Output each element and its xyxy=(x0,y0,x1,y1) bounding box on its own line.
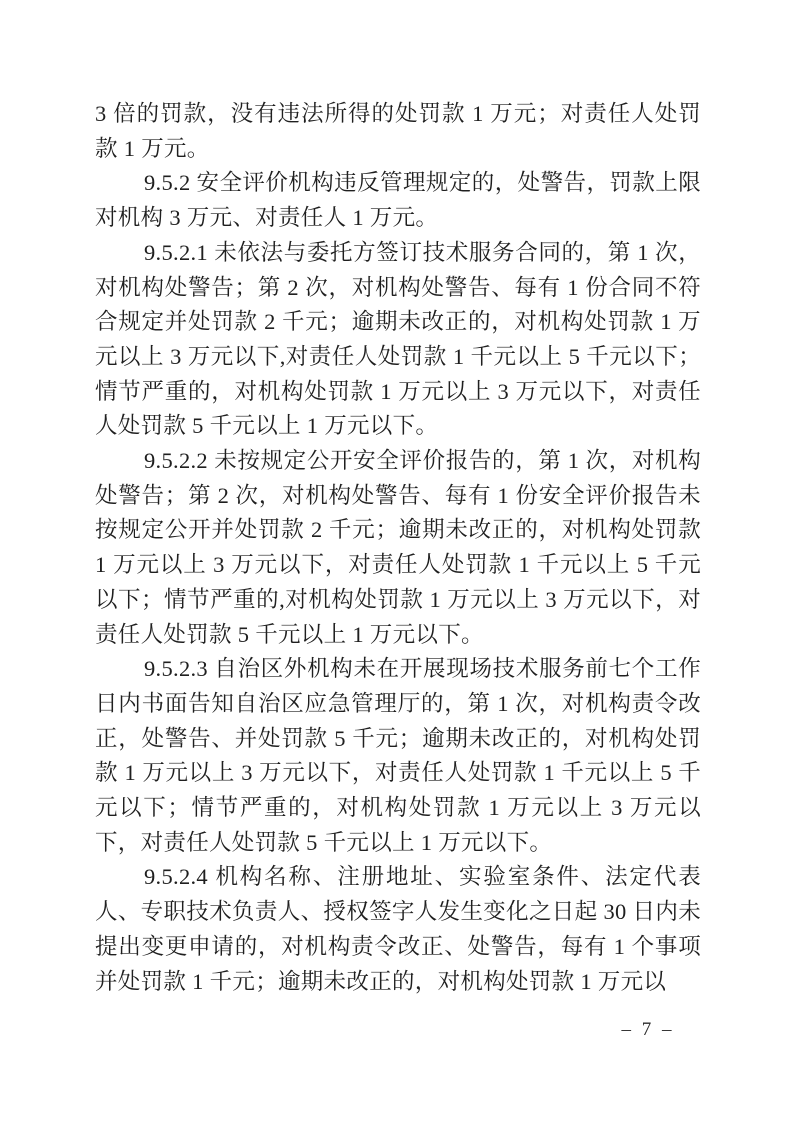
page-number: – 7 – xyxy=(621,1019,675,1040)
document-text-block xyxy=(95,97,701,999)
paragraph-9-5-2-2: 9.5.2.2 未按规定公开安全评价报告的，第 1 次，对机构处警告；第 2 次，对机构处警告、每有 1 份安全评价报告未按规定公开并处罚款 2 千元；逾期未改正的，对机构处罚款 1 万元以上 3 万元以下，对责任人处罚款 1 千元以上 5 千元以下；情节严重的,对机构处罚款 1 万元以上 3 万元以下，对责任人处罚款 5 千元以上 1 万元以下。 xyxy=(95,448,701,647)
paragraph-continuation: 3 倍的罚款，没有违法所得的处罚款 1 万元；对责任人处罚款 1 万元。 xyxy=(95,101,701,161)
paragraph-9-5-2: 9.5.2 安全评价机构违反管理规定的，处警告，罚款上限对机构 3 万元、对责任人 1 万元。 xyxy=(95,170,701,231)
paragraph-9-5-2-4: 9.5.2.4 机构名称、注册地址、实验室条件、法定代表人、专职技术负责人、授权签字人发生变化之日起 30 日内未提出变更申请的，对机构责令改正、处警告，每有 1 个事项并处罚款 1 千元；逾期未改正的，对机构处罚款 1 万元以 xyxy=(95,864,701,994)
paragraph-9-5-2-1: 9.5.2.1 未依法与委托方签订技术服务合同的，第 1 次，对机构处警告；第 2 次，对机构处警告、每有 1 份合同不符合规定并处罚款 2 千元；逾期未改正的，对机构处罚款 1 万元以上 3 万元以下,对责任人处罚款 1 千元以上 5 千元以下；情节严重的，对机构处罚款 1 万元以上 3 万元以下，对责任人处罚款 5 千元以上 1 万元以下。 xyxy=(95,239,701,439)
paragraph-9-5-2-3: 9.5.2.3 自治区外机构未在开展现场技术服务前七个工作日内书面告知自治区应急管理厅的，第 1 次，对机构责令改正，处警告、并处罚款 5 千元；逾期未改正的，对机构处罚款 1 万元以上 3 万元以下，对责任人处罚款 1 千元以上 5 千元以下；情节严重的，对机构处罚款 1 万元以上 3 万元以下，对责任人处罚款 5 千元以上 1 万元以下。 xyxy=(95,656,701,855)
